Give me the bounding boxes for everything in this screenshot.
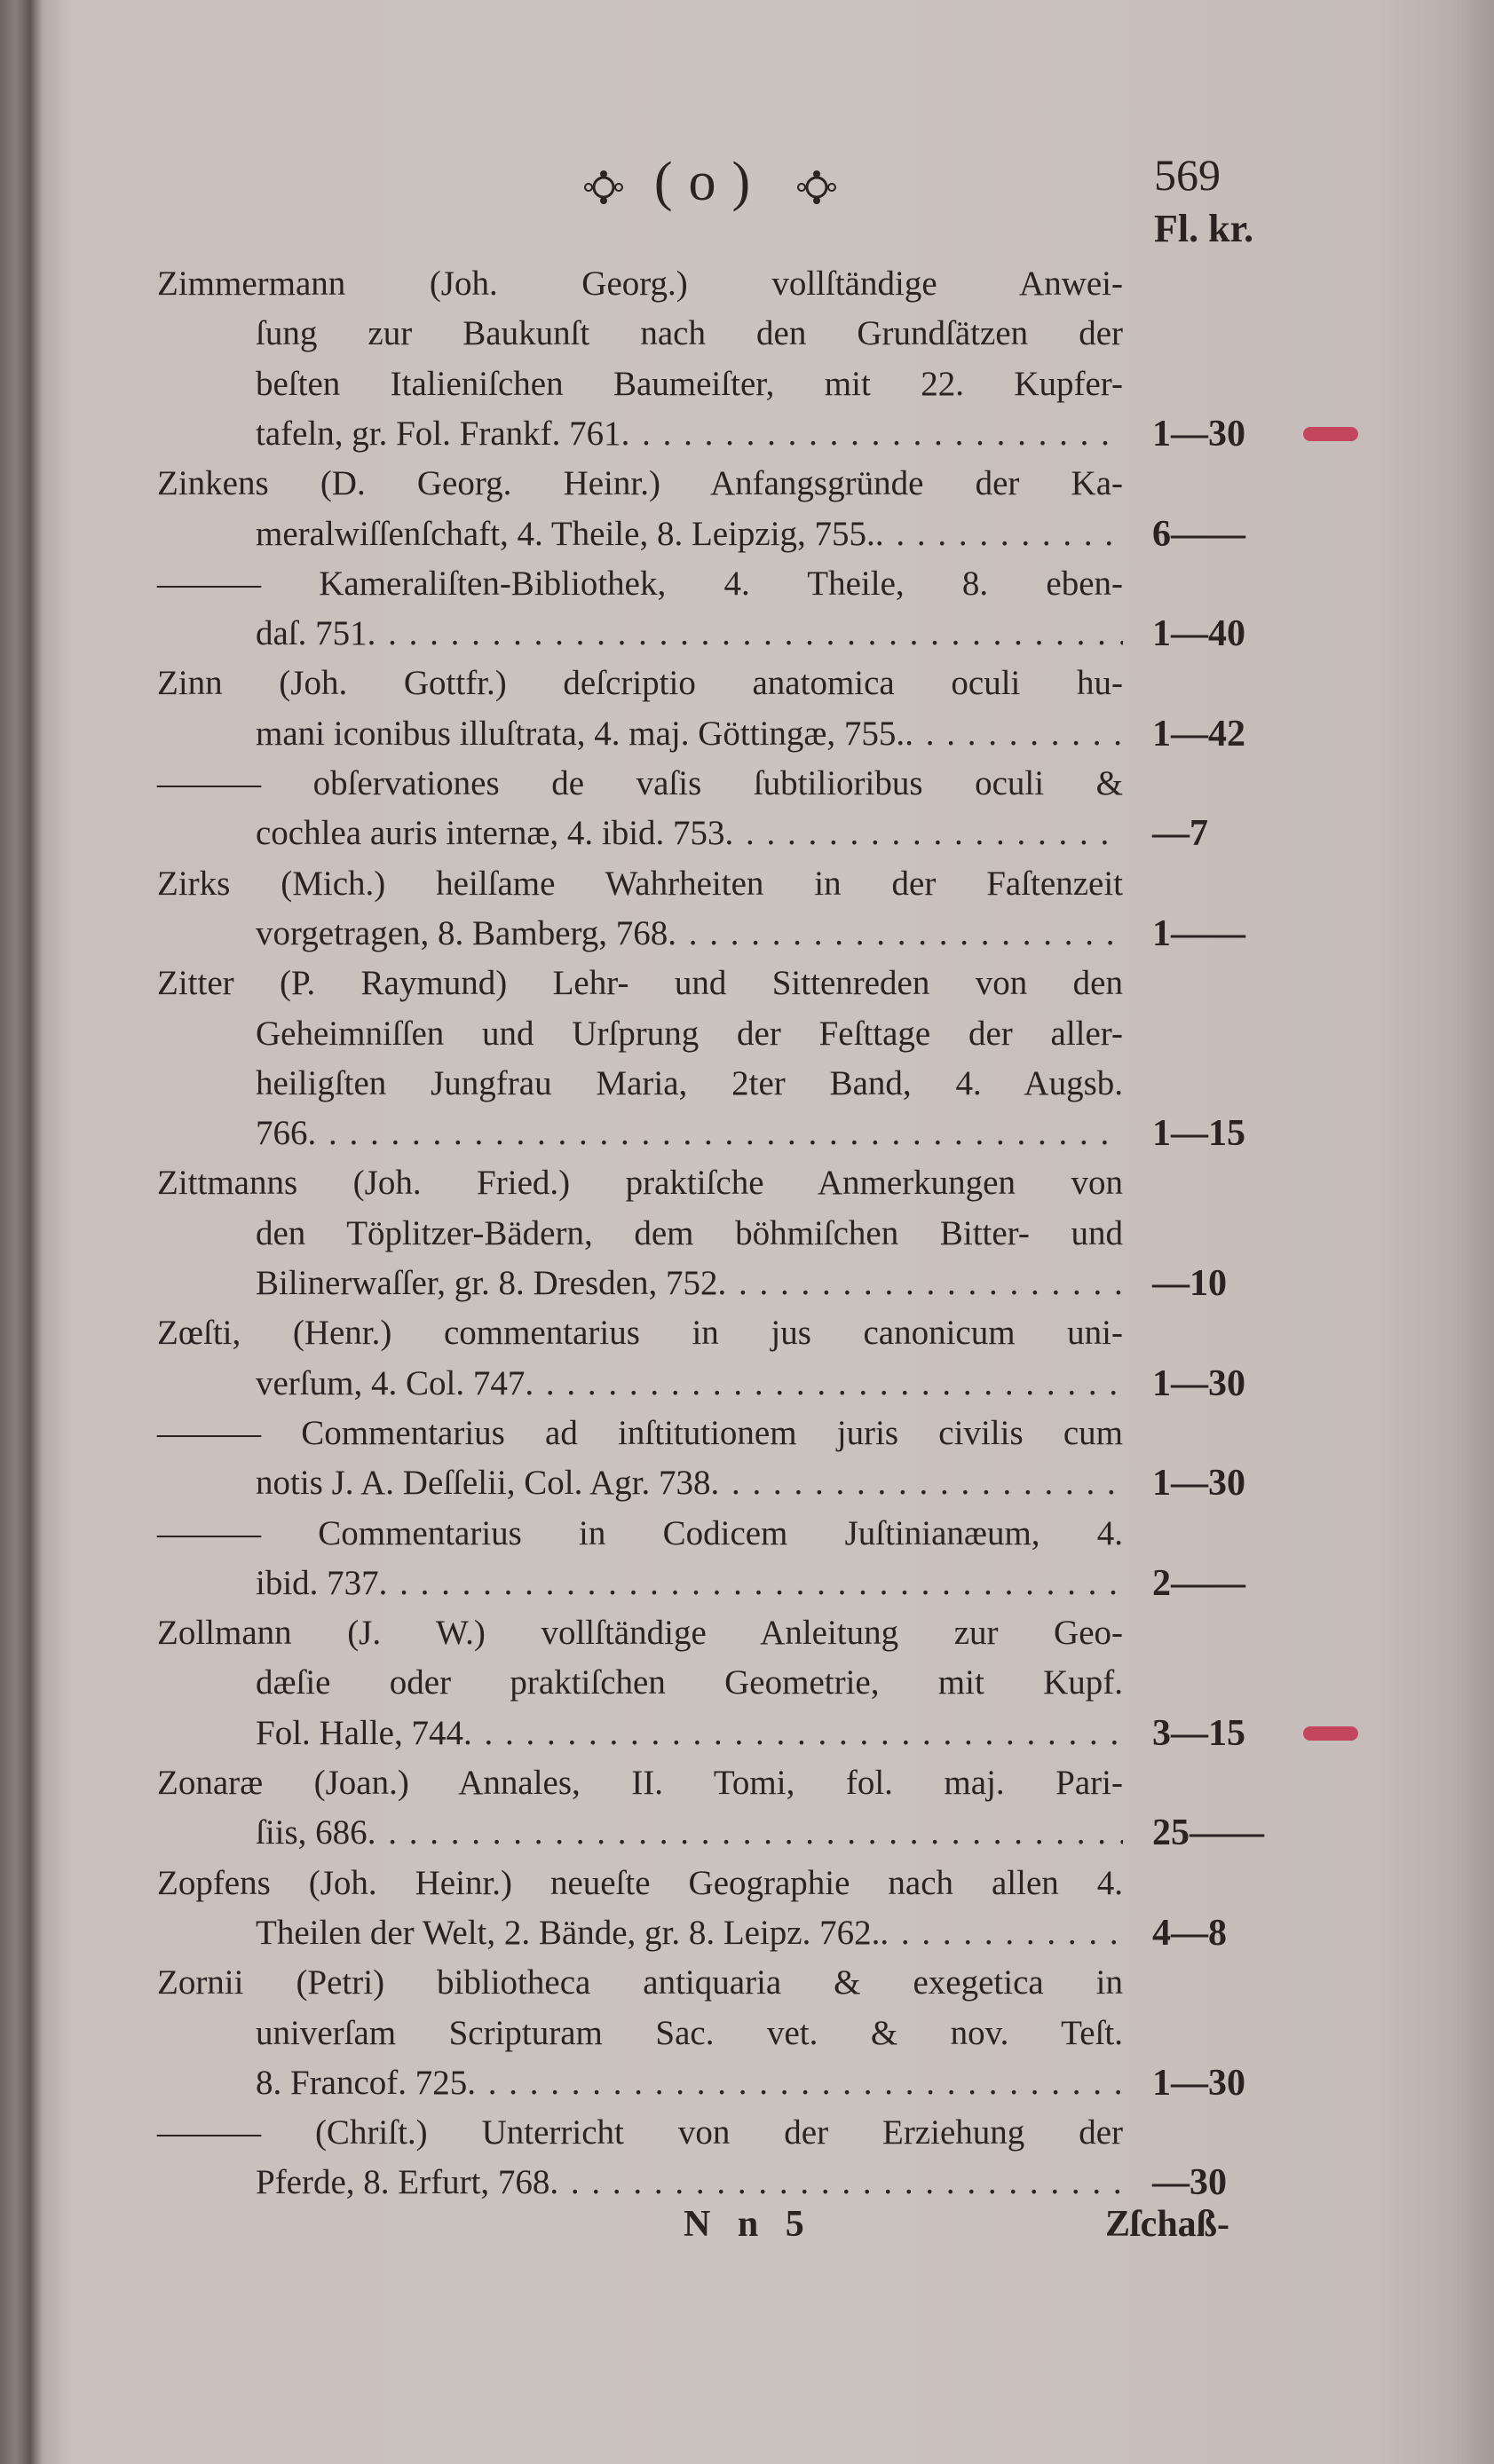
entry-last-line: [256, 809, 1123, 858]
entry-price: 25——: [1152, 1812, 1264, 1854]
entry-text: 8. Francof. 725: [256, 2063, 468, 2102]
entry-line: [157, 1958, 1123, 2008]
entry-text: ——— Commentarius in Codicem Juſtinianæum, 4.: [157, 1513, 1123, 1552]
entry-line: [157, 259, 1123, 309]
entry-line: [157, 559, 1123, 609]
entry-last-line: [256, 509, 1123, 559]
entry-line: [157, 1158, 1123, 1208]
entry-last-line: [256, 1259, 1123, 1308]
entry-line: [256, 1059, 1123, 1109]
dot-leader: [467, 2058, 1123, 2108]
entry-text: Zimmermann (Joh. Georg.) vollſtändige Anwei-: [157, 265, 1123, 303]
entry-last-line: [256, 2058, 1123, 2108]
dot-leader: [717, 1259, 1123, 1308]
entry-last-line: [256, 709, 1123, 759]
entry-text: dæſie oder praktiſchen Geometrie, mit Kupf.: [256, 1663, 1123, 1702]
entry-text: ſung zur Baukunſt nach den Grundſätzen der: [256, 314, 1123, 353]
entry-price: 4—8: [1152, 1912, 1227, 1954]
price-column-header: Fl. kr.: [1154, 207, 1254, 250]
entry-price: 1—15: [1152, 1113, 1245, 1155]
entry-price: 6——: [1152, 513, 1245, 555]
entry-line: [157, 959, 1123, 1008]
catchword: Zſchaß-: [1105, 2204, 1230, 2245]
dot-leader: [875, 509, 1123, 559]
entry-last-line: [256, 1709, 1123, 1758]
entry-text: Zonaræ (Joan.) Annales, II. Tomi, fol. maj. Pari-: [157, 1764, 1123, 1802]
entry-last-line: [256, 2158, 1123, 2207]
entry-text: Fol. Halle, 744: [256, 1713, 463, 1752]
entry-price: 1——: [1152, 912, 1245, 954]
entry-price: 2——: [1152, 1562, 1245, 1604]
entry-line: [157, 1859, 1123, 1908]
entry-text: Pferde, 8. Erfurt, 768: [256, 2163, 550, 2202]
entry-line: [256, 2009, 1123, 2058]
entry-last-line: [256, 609, 1123, 659]
entry-line: [157, 1308, 1123, 1358]
entry-last-line: [256, 1908, 1123, 1958]
entry-text: ſiis, 686: [256, 1813, 368, 1852]
entry-text: mani iconibus illuſtrata, 4. maj. Göttingæ, 755.: [256, 714, 905, 753]
entry-text: meralwiſſenſchaft, 4. Theile, 8. Leipzig, 755.: [256, 514, 875, 553]
entry-text: Geheimniſſen und Urſprung der Feſttage der aller-: [256, 1014, 1123, 1053]
entry-line: [157, 1758, 1123, 1808]
entry-text: Zœſti, (Henr.) commentarius in jus canonicum uni-: [157, 1314, 1123, 1353]
entry-line: [256, 1658, 1123, 1708]
entry-text: Zirks (Mich.) heilſame Wahrheiten in der Faſtenzeit: [157, 864, 1123, 903]
red-ink-mark: [1303, 427, 1358, 441]
entry-line: [256, 1209, 1123, 1259]
dot-leader: [621, 409, 1123, 459]
dot-leader: [668, 909, 1123, 959]
entry-text: verſum, 4. Col. 747: [256, 1363, 526, 1402]
entry-price: 1—42: [1152, 713, 1245, 754]
dot-leader: [308, 1109, 1124, 1158]
page-number: 569: [1154, 150, 1221, 200]
dot-leader: [880, 1908, 1123, 1958]
entry-line: [157, 1608, 1123, 1658]
entry-text: ——— (Chriſt.) Unterricht von der Erziehung der: [157, 2113, 1123, 2152]
dot-leader: [525, 1359, 1123, 1409]
ornament-right-icon: [796, 167, 837, 208]
entry-line: [157, 659, 1123, 708]
dot-leader: [905, 709, 1123, 759]
entry-price: —7: [1152, 813, 1208, 855]
entry-last-line: [256, 1458, 1123, 1508]
entry-text: Bilinerwaſſer, gr. 8. Dresden, 752: [256, 1264, 718, 1302]
running-head: [533, 151, 888, 214]
entry-line: [157, 859, 1123, 909]
dot-leader: [368, 609, 1123, 659]
entry-price: 1—30: [1152, 1362, 1245, 1404]
entry-line: [256, 309, 1123, 359]
entry-text: Zinkens (D. Georg. Heinr.) Anfangsgründe der Ka-: [157, 464, 1123, 503]
entry-text: Zinn (Joh. Gottfr.) deſcriptio anatomica oculi hu-: [157, 664, 1123, 703]
ornament-left-icon: [583, 167, 624, 208]
entry-text: Zopfens (Joh. Heinr.) neueſte Geographie nach allen 4.: [157, 1863, 1123, 1902]
dot-leader: [725, 809, 1123, 858]
entry-text: cochlea auris internæ, 4. ibid. 753: [256, 814, 725, 853]
entry-text: notis J. A. Deſſelii, Col. Agr. 738: [256, 1464, 711, 1503]
dot-leader: [710, 1458, 1123, 1508]
entry-price: 3—15: [1152, 1712, 1245, 1754]
entry-text: Zornii (Petri) bibliotheca antiquaria & exegetica in: [157, 1963, 1123, 2002]
entry-text: heiligſten Jungfrau Maria, 2ter Band, 4. Augsb.: [256, 1063, 1123, 1102]
entry-line: [157, 1509, 1123, 1559]
running-head-text: (o): [653, 152, 767, 212]
entry-text: Zollmann (J. W.) vollſtändige Anleitung zur Geo-: [157, 1614, 1123, 1653]
entry-last-line: [256, 909, 1123, 959]
red-ink-mark: [1303, 1726, 1358, 1741]
entry-text: 766: [256, 1114, 308, 1153]
entry-price: 1—30: [1152, 2062, 1245, 2104]
signature-mark: N n 5: [684, 2204, 813, 2245]
entry-price: 1—40: [1152, 613, 1245, 655]
entry-last-line: [256, 1109, 1123, 1158]
entry-price: —10: [1152, 1263, 1227, 1304]
dot-leader: [379, 1559, 1123, 1608]
entry-price: —30: [1152, 2162, 1227, 2204]
entry-line: [157, 459, 1123, 509]
entry-last-line: [256, 1359, 1123, 1409]
entry-line: [256, 1009, 1123, 1059]
entry-last-line: [256, 409, 1123, 459]
entry-text: den Töplitzer-Bädern, dem böhmiſchen Bitter- und: [256, 1213, 1123, 1252]
entry-line: [256, 359, 1123, 409]
entry-text: ——— Commentarius ad inſtitutionem juris civilis cum: [157, 1413, 1123, 1452]
entry-text: univerſam Scripturam Sac. vet. & nov. Teſt.: [256, 2013, 1123, 2052]
entry-price: 1—30: [1152, 1463, 1245, 1504]
entry-last-line: [256, 1559, 1123, 1608]
entry-text: Zittmanns (Joh. Fried.) praktiſche Anmerkungen von: [157, 1164, 1123, 1203]
entry-last-line: [256, 1808, 1123, 1858]
entry-line: [157, 2108, 1123, 2158]
entry-line: [157, 759, 1123, 809]
dot-leader: [549, 2158, 1123, 2207]
entry-text: ibid. 737: [256, 1563, 379, 1602]
entry-text: Theilen der Welt, 2. Bände, gr. 8. Leipz. 762.: [256, 1913, 881, 1952]
entry-text: tafeln, gr. Fol. Frankf. 761: [256, 414, 621, 453]
entry-text: ——— obſervationes de vaſis ſubtilioribus oculi &: [157, 764, 1123, 802]
dot-leader: [463, 1709, 1123, 1758]
entry-text: Zitter (P. Raymund) Lehr- und Sittenreden von den: [157, 964, 1123, 1003]
dot-leader: [368, 1808, 1123, 1858]
entry-text: beſten Italieniſchen Baumeiſter, mit 22. Kupfer-: [256, 364, 1123, 403]
entry-line: [157, 1409, 1123, 1458]
entry-text: vorgetragen, 8. Bamberg, 768: [256, 913, 668, 952]
entry-price: 1—30: [1152, 413, 1245, 454]
entry-text: daſ. 751: [256, 614, 368, 653]
entry-text: ——— Kameraliſten-Bibliothek, 4. Theile, 8. eben-: [157, 564, 1123, 603]
